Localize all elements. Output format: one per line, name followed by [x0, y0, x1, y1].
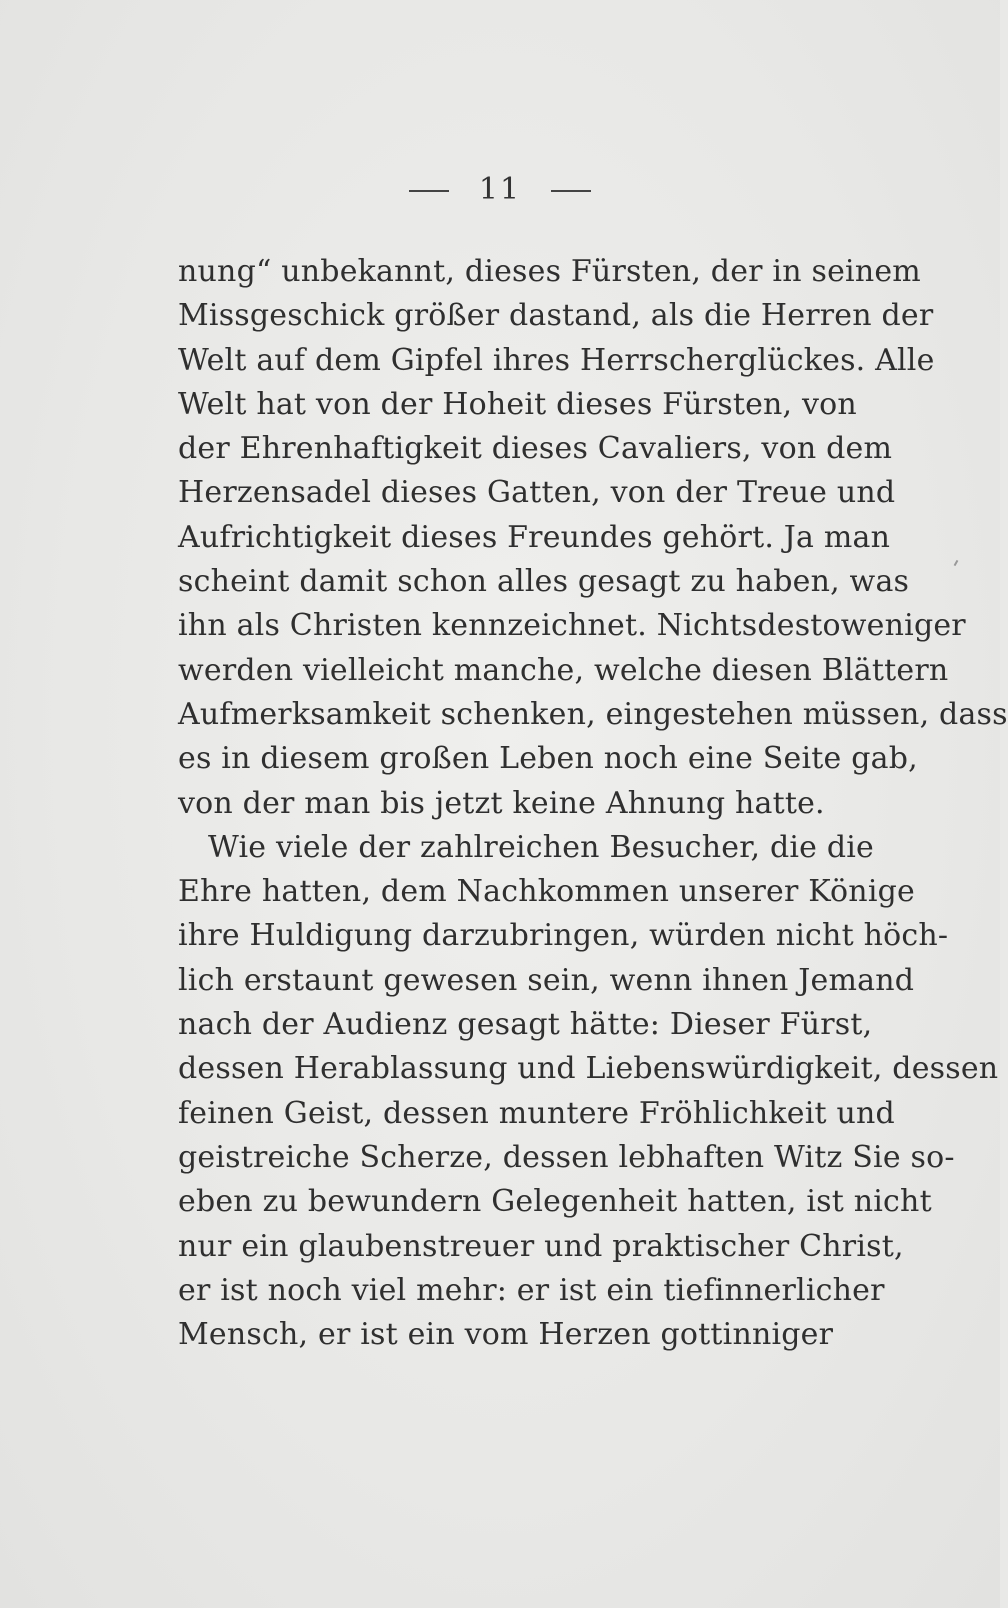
text-line: Mensch, er ist ein vom Herzen gottinniger: [178, 1317, 834, 1353]
text-line: er ist noch viel mehr: er ist ein tiefinnerlicher: [178, 1272, 885, 1308]
text-line: Wie viele der zahlreichen Besucher, die die: [208, 829, 874, 865]
text-line: nung“ unbekannt, dieses Fürsten, der in seinem: [178, 254, 921, 289]
text-line: ihre Huldigung darzubringen, würden nicht höch-: [178, 918, 949, 954]
paper-speck: [954, 560, 959, 566]
text-line: Aufrichtigkeit dieses Freundes gehört. Ja man: [178, 519, 891, 555]
left-dash: [409, 190, 449, 192]
text-line: feinen Geist, dessen muntere Fröhlichkeit und: [178, 1095, 895, 1131]
text-line: geistreiche Scherze, dessen lebhaften Witz Sie so-: [178, 1139, 955, 1175]
text-line: nur ein glaubenstreuer und praktischer Christ,: [178, 1228, 904, 1264]
text-line: ihn als Christen kennzeichnet. Nichtsdestoweniger: [178, 608, 966, 644]
text-line: Aufmerksamkeit schenken, eingestehen müssen, dass: [178, 696, 1008, 732]
right-dash: [551, 190, 591, 192]
text-line: Herzensadel dieses Gatten, von der Treue und: [178, 475, 896, 511]
text-line: scheint damit schon alles gesagt zu haben, was: [178, 564, 910, 600]
text-line: Missgeschick größer dastand, als die Herren der: [178, 298, 934, 334]
text-line: lich erstaunt gewesen sein, wenn ihnen Jemand: [178, 962, 915, 998]
paragraph-1: [178, 250, 1008, 826]
text-line: eben zu bewundern Gelegenheit hatten, ist nicht: [178, 1184, 932, 1220]
text-line: Ehre hatten, dem Nachkommen unserer Könige: [178, 874, 915, 910]
page-number: 11: [478, 172, 522, 207]
text-line: Welt auf dem Gipfel ihres Herrscherglückes. Alle: [178, 342, 935, 378]
text-line: werden vielleicht manche, welche diesen Blättern: [178, 652, 949, 688]
text-line: dessen Herablassung und Liebenswürdigkeit, dessen: [178, 1051, 999, 1087]
text-line: von der man bis jetzt keine Ahnung hatte.: [178, 785, 825, 821]
text-line: es in diesem großen Leben noch eine Seite gab,: [178, 741, 918, 777]
text-line: Welt hat von der Hoheit dieses Fürsten, von: [178, 386, 857, 422]
text-line: der Ehrenhaftigkeit dieses Cavaliers, von dem: [178, 431, 893, 467]
paragraph-2: [178, 826, 999, 1358]
body-text: [178, 250, 1008, 1357]
page-number-header: [0, 172, 1000, 207]
text-line: nach der Audienz gesagt hätte: Dieser Fürst,: [178, 1007, 873, 1043]
